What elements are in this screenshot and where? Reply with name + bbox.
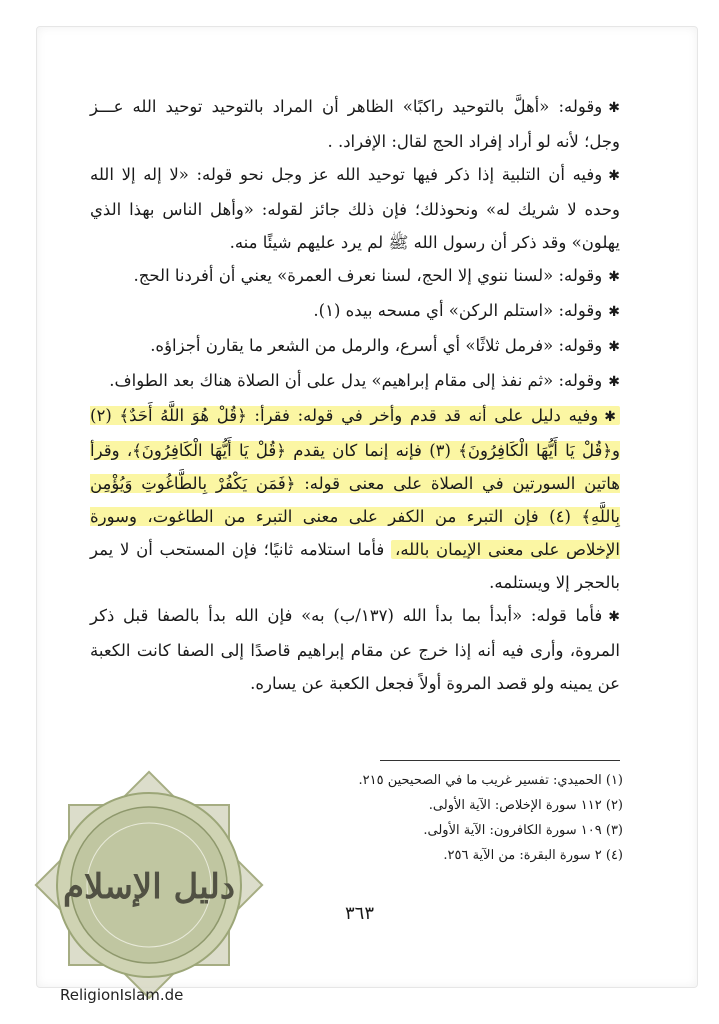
asterisk-bullet-icon: ✱ <box>608 304 620 320</box>
paragraph: ✱وقوله: «أهلَّ بالتوحيد راكبًا» الظاهر أن المراد بالتوحيد توحيد الله عـــز وجل؛ لأنه لو أراد إفراد الحج لقال: الإفراد. . <box>90 97 620 151</box>
paragraph: ✱وفيه أن التلبية إذا ذكر فيها توحيد الله عز وجل نحو قوله: «لا إله إلا الله وحده لا شريك له» ونحوذلك؛ فإن ذلك جائز لقوله: «وأهل الناس بهذا الذي يهلون» وقد ذكر أن رسول الله ﷺ لم يرد عليهم شيئًا منه. <box>90 165 620 252</box>
asterisk-bullet-icon: ✱ <box>608 168 620 184</box>
paragraph-tail: فأما استلامه ثانيًا؛ فإن المستحب أن لا يمر بالحجر إلا ويستلمه. <box>90 540 620 592</box>
paragraph: ✱وقوله: «لسنا ننوي إلا الحج، لسنا نعرف العمرة» يعني أن أفردنا الحج. <box>133 266 620 285</box>
highlighted-paragraph <box>90 399 620 599</box>
footnote-divider <box>380 760 620 761</box>
asterisk-bullet-icon: ✱ <box>604 409 616 425</box>
footnote: (٣) ١٠٩ سورة الكافرون: الآية الأولى. <box>423 823 623 838</box>
watermark-logo <box>24 760 274 1010</box>
footnote: (٢) ١١٢ سورة الإخلاص: الآية الأولى. <box>428 798 623 813</box>
asterisk-bullet-icon: ✱ <box>608 100 620 116</box>
site-url: ReligionIslam.de <box>60 986 184 1004</box>
logo-text: دليل الإسلام <box>62 867 236 907</box>
asterisk-bullet-icon: ✱ <box>608 609 620 625</box>
page-number: ٣٦٣ <box>344 903 374 924</box>
paragraph: ✱وقوله: «استلم الركن» أي مسحه بيده (١). <box>313 301 620 320</box>
paragraph: ✱وقوله: «ثم نفذ إلى مقام إبراهيم» يدل على أن الصلاة هناك بعد الطواف. <box>109 371 620 390</box>
main-text <box>90 90 620 700</box>
footnotes <box>323 768 623 868</box>
paragraph: ✱وقوله: «فرمل ثلاثًا» أي أسرع، والرمل من الشعر ما يقارن أجزاؤه. <box>150 336 620 355</box>
footnote: (١) الحميدي: تفسير غريب ما في الصحيحين ٢١٥. <box>358 773 623 788</box>
highlighted-text: ✱وفيه دليل على أنه قد قدم وأخر في قوله: فقرأ: ﴿قُلْ هُوَ اللَّهُ أَحَدٌ﴾ (٢) و﴿قُلْ يَا أَيُّهَا الْكَافِرُونَ﴾ (٣) فإنه إنما كان يقدم ﴿قُلْ يَا أَيُّهَا الْكَافِرُونَ﴾، وقرأ هاتين السورتين في الصلاة على معنى قوله: ﴿فَمَن يَكْفُرْ بِالطَّاغُوتِ وَيُؤْمِن بِاللَّهِ﴾ (٤) فإن التبرء من الكفر على معنى التبرء من الطاغوت، وسورة الإخلاص على معنى الإيمان بالله، <box>90 406 621 559</box>
asterisk-bullet-icon: ✱ <box>608 339 620 355</box>
paragraph: ✱فأما قوله: «أبدأ بما بدأ الله (١٣٧/ب) به» فإن الله بدأ بالصفا قبل ذكر المروة، وأرى فيه أنه إذا خرج عن مقام إبراهيم قاصدًا إلى الصفا كانت الكعبة عن يمينه ولو قصد المروة أولاً فجعل الكعبة عن يساره. <box>90 606 620 693</box>
asterisk-bullet-icon: ✱ <box>608 269 620 285</box>
footnote: (٤) ٢ سورة البقرة: من الآية ٢٥٦. <box>443 848 623 863</box>
asterisk-bullet-icon: ✱ <box>608 374 620 390</box>
